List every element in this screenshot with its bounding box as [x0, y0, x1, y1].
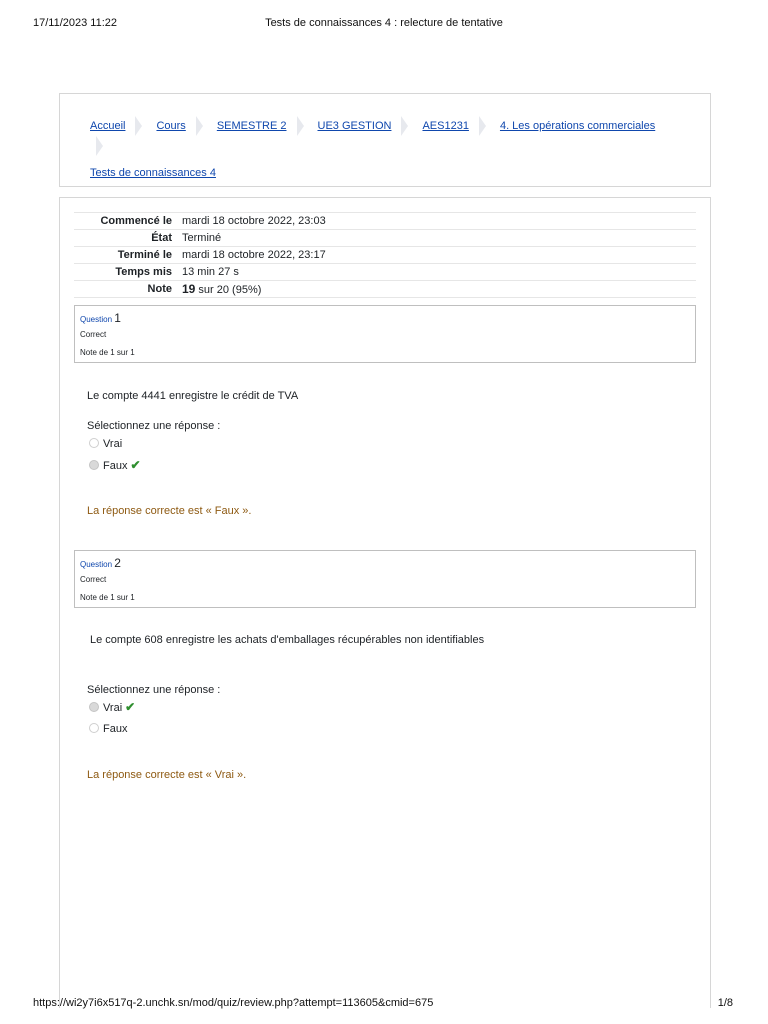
breadcrumb-separator [96, 136, 103, 156]
check-icon: ✔ [130, 458, 141, 472]
breadcrumb-separator [297, 116, 304, 136]
question-state: Correct [80, 330, 107, 339]
option-label: Vrai [103, 438, 123, 450]
summary-value: 13 min 27 s [182, 266, 239, 278]
breadcrumb-separator [135, 116, 142, 136]
grade-score: 19 [182, 282, 196, 296]
print-datetime: 17/11/2023 11:22 [33, 17, 118, 29]
summary-row [74, 281, 696, 298]
summary-label: Commencé le [100, 215, 172, 227]
question-info-2 [74, 550, 696, 608]
attempt-summary-table [74, 212, 696, 298]
question-grade: Note de 1 sur 1 [80, 593, 135, 602]
question-grade: Note de 1 sur 1 [80, 348, 135, 357]
breadcrumb-separator [196, 116, 203, 136]
question-info-1 [74, 305, 696, 363]
summary-row [74, 230, 696, 247]
question-label: Question [80, 560, 113, 569]
radio-button-selected[interactable] [89, 702, 99, 712]
breadcrumb-separator [401, 116, 408, 136]
breadcrumb [90, 116, 670, 183]
summary-label: Temps mis [115, 266, 172, 278]
summary-label: État [151, 232, 172, 244]
option-vrai-2[interactable] [89, 700, 135, 714]
breadcrumb-aes1231[interactable]: AES1231 [422, 120, 469, 132]
summary-row [74, 264, 696, 281]
correct-answer-feedback-2: La réponse correcte est « Vrai ». [87, 769, 247, 781]
print-title: Tests de connaissances 4 : relecture de tentative [265, 17, 503, 29]
question-number [80, 311, 121, 325]
summary-value: mardi 18 octobre 2022, 23:17 [182, 249, 326, 261]
summary-grade [182, 281, 696, 298]
option-faux-2[interactable] [89, 722, 127, 736]
radio-button-selected[interactable] [89, 460, 99, 470]
breadcrumb-card [59, 93, 711, 187]
print-header [33, 17, 735, 31]
breadcrumb-accueil[interactable]: Accueil [90, 120, 126, 132]
breadcrumb-separator [479, 116, 486, 136]
summary-value: Terminé [182, 232, 222, 244]
radio-button[interactable] [89, 438, 99, 448]
question-num: 1 [114, 311, 121, 325]
question-number [80, 556, 121, 570]
option-label: Faux [103, 460, 128, 472]
grade-rest: sur 20 (95%) [198, 284, 262, 296]
question-num: 2 [114, 556, 121, 570]
print-page-number: 1/8 [717, 997, 733, 1009]
radio-button[interactable] [89, 723, 99, 733]
breadcrumb-cours[interactable]: Cours [156, 120, 186, 132]
answer-prompt-1: Sélectionnez une réponse : [87, 420, 221, 432]
print-footer [33, 997, 735, 1011]
breadcrumb-tests-connaissances[interactable]: Tests de connaissances 4 [90, 167, 216, 180]
summary-row [74, 247, 696, 264]
option-faux-1[interactable] [89, 458, 141, 472]
question-text-2: Le compte 608 enregistre les achats d'emballages récupérables non identifiables [90, 634, 485, 646]
option-vrai-1[interactable] [89, 437, 122, 451]
summary-label: Note [147, 283, 172, 295]
option-label: Faux [103, 723, 128, 735]
question-state: Correct [80, 575, 107, 584]
question-text-1: Le compte 4441 enregistre le crédit de TVA [87, 390, 299, 402]
breadcrumb-semestre[interactable]: SEMESTRE 2 [216, 120, 287, 132]
answer-prompt-2: Sélectionnez une réponse : [87, 684, 221, 696]
summary-label: Terminé le [117, 249, 172, 261]
breadcrumb-operations-commerciales[interactable]: 4. Les opérations commerciales [499, 120, 656, 132]
check-icon: ✔ [125, 700, 136, 714]
summary-row [74, 213, 696, 230]
breadcrumb-ue3-gestion[interactable]: UE3 GESTION [317, 120, 392, 132]
correct-answer-feedback-1: La réponse correcte est « Faux ». [87, 505, 252, 517]
print-url: https://wi2y7i6x517q-2.unchk.sn/mod/quiz/review.php?attempt=113605&cmid=675 [33, 997, 434, 1009]
question-label: Question [80, 315, 113, 324]
summary-value: mardi 18 octobre 2022, 23:03 [182, 215, 326, 227]
option-label: Vrai [103, 702, 123, 714]
